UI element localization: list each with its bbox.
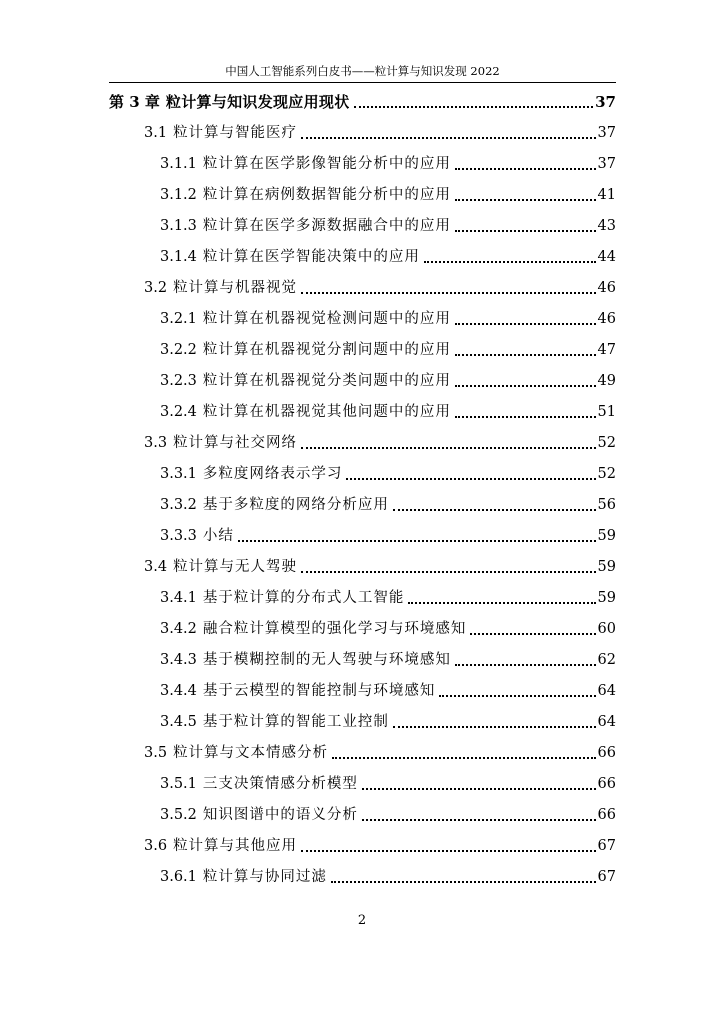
dot-leader [393,716,596,728]
toc-entry-page: 44 [597,249,616,265]
toc-entry-page: 52 [597,435,616,451]
toc-entry-number: 3.3.1 [160,466,197,482]
toc-entry-number: 3.4.4 [160,683,197,699]
toc-entry-title: 基于云模型的智能控制与环境感知 [202,683,436,699]
dot-leader [346,468,595,480]
toc-entry-page: 52 [597,466,616,482]
dot-leader [354,96,594,108]
toc-entry-page: 67 [597,869,616,885]
toc-entry-page: 37 [597,156,616,172]
dot-leader [455,158,596,170]
toc-entry-title: 基于多粒度的网络分析应用 [202,497,389,513]
header-rule [109,82,616,83]
dot-leader [455,189,596,201]
dot-leader [301,561,595,573]
toc-entry-page: 43 [597,218,616,234]
toc-entry-title: 粒计算与智能医疗 [173,125,298,141]
toc-entry-number: 第 3 章 [109,93,160,111]
dot-leader [424,251,596,263]
toc-entry-page: 46 [597,311,616,327]
toc-entry-page: 64 [597,683,616,699]
toc-entry-page: 41 [597,187,616,203]
toc-entry-number: 3.6.1 [160,869,197,885]
toc-entry-label [160,526,234,546]
toc-entry-title: 粒计算在医学影像智能分析中的应用 [202,156,451,172]
toc-entry-number: 3.4.3 [160,652,197,668]
toc-entry-label [144,743,328,763]
toc-entry-page: 66 [597,745,616,761]
toc-entry-page: 66 [597,807,616,823]
dot-leader [362,809,596,821]
toc-entry-title: 粒计算与文本情感分析 [173,745,329,761]
toc-entry-title: 基于粒计算的分布式人工智能 [202,590,405,606]
toc-entry-page: 37 [595,93,616,111]
toc-entry-title: 基于模糊控制的无人驾驶与环境感知 [202,652,451,668]
toc-entry-3-4[interactable] [144,553,616,577]
toc-entry-label [160,867,327,887]
toc-entry-3-4-4[interactable] [160,677,616,701]
toc-entry-3-3-2[interactable] [160,491,616,515]
toc-entry-label [160,309,451,329]
toc-entry-page: 46 [597,280,616,296]
toc-entry-3-2[interactable] [144,274,616,298]
toc-entry-3-1-4[interactable] [160,243,616,267]
toc-entry-title: 粒计算在医学智能决策中的应用 [202,249,420,265]
toc-entry-page: 59 [597,590,616,606]
toc-entry-page: 60 [597,621,616,637]
toc-entry-page: 66 [597,776,616,792]
toc-entry-label [160,371,451,391]
toc-entry-number: 3.1 [144,125,168,141]
toc-entry-3-4-1[interactable] [160,584,616,608]
toc-entry-3-4-5[interactable] [160,708,616,732]
toc-entry-page: 62 [597,652,616,668]
toc-entry-label [160,216,451,236]
toc-entry-title: 粒计算与机器视觉 [173,280,298,296]
toc-entry-title: 粒计算在机器视觉分割问题中的应用 [202,342,451,358]
toc-entry-3-1-2[interactable] [160,181,616,205]
toc-entry-title: 粒计算与无人驾驶 [173,559,298,575]
toc-entry-3-6[interactable] [144,832,616,856]
toc-entry-label [160,247,420,267]
toc-entry-number: 3.1.3 [160,218,197,234]
page-number: 2 [357,913,367,928]
toc-entry-label [160,464,342,484]
toc-entry-title: 粒计算与其他应用 [173,838,298,854]
toc-entry-3-4-3[interactable] [160,646,616,670]
toc-entry-3-1[interactable] [144,119,616,143]
toc-entry-number: 3.3 [144,435,168,451]
toc-entry-label [144,433,297,453]
toc-entry-label [160,681,435,701]
toc-entry-page: 67 [597,838,616,854]
toc-entry-number: 3.2.3 [160,373,197,389]
dot-leader [408,592,595,604]
toc-entry-3-5[interactable] [144,739,616,763]
toc-entry-label [160,588,404,608]
toc-entry-number: 3.1.1 [160,156,197,172]
toc-entry-number: 3.4.2 [160,621,197,637]
toc-entry-page: 64 [597,714,616,730]
toc-entry-number: 3.4.1 [160,590,197,606]
toc-entry-label [144,557,297,577]
dot-leader [455,375,596,387]
toc-entry-3-5-1[interactable] [160,770,616,794]
toc-entry-3-2-1[interactable] [160,305,616,329]
toc-entry-page: 56 [597,497,616,513]
toc-entry-number: 3.1.4 [160,249,197,265]
toc-entry-number: 3.3.3 [160,528,197,544]
toc-entry-number: 3.2.4 [160,404,197,420]
dot-leader [332,747,595,759]
toc-entry-number: 3.1.2 [160,187,197,203]
toc-entry-number: 3.4 [144,559,168,575]
toc-entry-title: 粒计算与协同过滤 [202,869,327,885]
toc-entry-label [144,123,297,143]
toc-entry-label [160,495,389,515]
toc-entry-label [144,278,297,298]
toc-entry-page: 59 [597,528,616,544]
toc-entry-number: 3.2.1 [160,311,197,327]
toc-entry-label [144,836,297,856]
dot-leader [455,406,596,418]
dot-leader [455,313,596,325]
toc-entry-3-5-2[interactable] [160,801,616,825]
toc-entry-3-4-2[interactable] [160,615,616,639]
dot-leader [301,437,595,449]
dot-leader [455,220,596,232]
toc-entry-label [160,402,451,422]
toc-entry-3-2-4[interactable] [160,398,616,422]
toc-entry-page: 49 [597,373,616,389]
toc-entry-title: 粒计算与知识发现应用现状 [165,93,350,111]
toc-entry-label [160,185,451,205]
toc-entry-page: 59 [597,559,616,575]
toc-entry-title: 粒计算在医学多源数据融合中的应用 [202,218,451,234]
toc-entry-page: 51 [597,404,616,420]
toc-entry-3-1-3[interactable] [160,212,616,236]
toc-entry-page: 47 [597,342,616,358]
toc-entry-page: 37 [597,125,616,141]
running-header: 中国人工智能系列白皮书——粒计算与知识发现 2022 [225,64,500,78]
toc-entry-3-3-3[interactable] [160,522,616,546]
toc-entry-title: 三支决策情感分析模型 [202,776,358,792]
dot-leader [393,499,596,511]
toc-entry-label [160,619,466,639]
toc-entry-3-1-1[interactable] [160,150,616,174]
toc-entry-label [160,774,358,794]
dot-leader [455,654,596,666]
toc-entry-number: 3.2 [144,280,168,296]
toc-entry-label [160,805,358,825]
dot-leader [301,127,595,139]
toc-entry-3-6-1[interactable] [160,863,616,887]
dot-leader [362,778,596,790]
toc-entry-label [160,340,451,360]
toc-entry-3-2-2[interactable] [160,336,616,360]
toc-entry-title: 粒计算在机器视觉其他问题中的应用 [202,404,451,420]
toc-entry-title: 粒计算在机器视觉分类问题中的应用 [202,373,451,389]
toc-entry-label [109,92,350,112]
toc-entry-title: 知识图谱中的语义分析 [202,807,358,823]
toc-entry-3-2-3[interactable] [160,367,616,391]
toc-entry-number: 3.6 [144,838,168,854]
toc-entry-chapter-3[interactable] [109,88,616,112]
toc-entry-3-3-1[interactable] [160,460,616,484]
toc-entry-title: 基于粒计算的智能工业控制 [202,714,389,730]
toc-entry-number: 3.5.2 [160,807,197,823]
dot-leader [470,623,595,635]
dot-leader [301,840,595,852]
toc-entry-label [160,712,389,732]
dot-leader [439,685,595,697]
toc-entry-3-3[interactable] [144,429,616,453]
toc-entry-title: 粒计算与社交网络 [173,435,298,451]
toc-entry-number: 3.5 [144,745,168,761]
toc-entry-label [160,650,451,670]
dot-leader [455,344,596,356]
toc-entry-number: 3.4.5 [160,714,197,730]
toc-entry-title: 粒计算在病例数据智能分析中的应用 [202,187,451,203]
toc-entry-title: 多粒度网络表示学习 [202,466,343,482]
dot-leader [301,282,595,294]
toc-entry-number: 3.5.1 [160,776,197,792]
dot-leader [331,871,596,883]
toc-entry-title: 融合粒计算模型的强化学习与环境感知 [202,621,467,637]
toc-entry-number: 3.2.2 [160,342,197,358]
dot-leader [238,530,596,542]
toc-entry-title: 粒计算在机器视觉检测问题中的应用 [202,311,451,327]
toc-entry-number: 3.3.2 [160,497,197,513]
toc-entry-title: 小结 [202,528,234,544]
toc-entry-label [160,154,451,174]
